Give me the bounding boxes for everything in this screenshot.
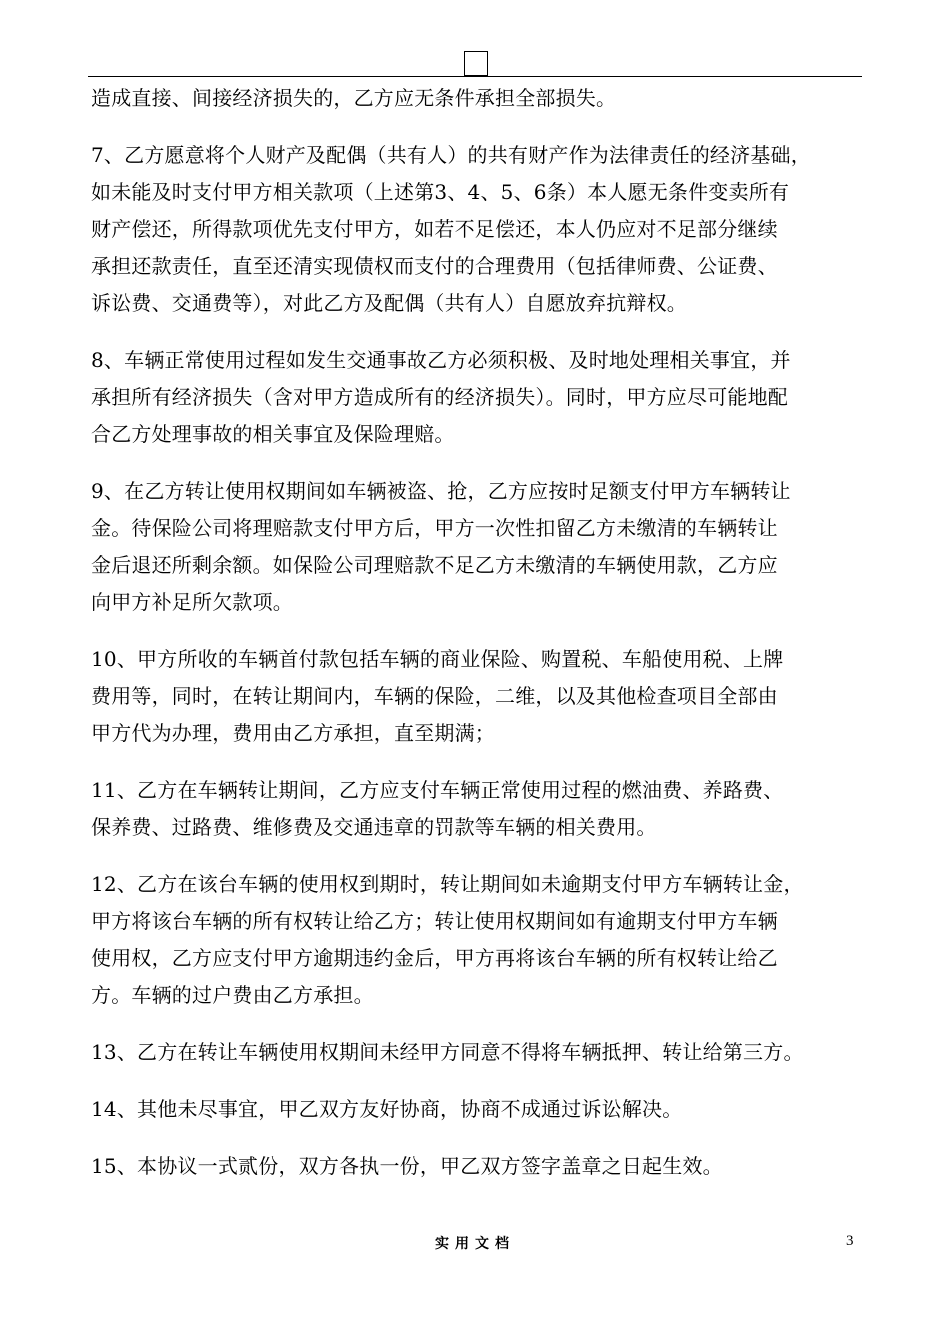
paragraph-continuation: 造成直接、间接经济损失的，乙方应无条件承担全部损失。: [91, 86, 617, 110]
page-number: 3: [846, 1233, 854, 1249]
paragraph-clause-8: 8、车辆正常使用过程如发生交通事故乙方必须积极、及时地处理相关事宜，并 承担所有经济损失（含对甲方造成所有的经济损失）。同时，甲方应尽可能地配 合乙方处理事故的相关事宜及保险理赔。: [91, 348, 791, 446]
paragraph-clause-13: 13、乙方在转让车辆使用权期间未经甲方同意不得将车辆抵押、转让给第三方。: [91, 1040, 804, 1064]
document-body: [91, 80, 866, 1185]
paragraph-clause-10: 10、甲方所收的车辆首付款包括车辆的商业保险、购置税、车船使用税、上牌 费用等，同时，在转让期间内，车辆的保险，二维，以及其他检查项目全部由 甲方代为办理，费用由乙方承担，直至期满；: [91, 647, 784, 745]
paragraph-clause-7: 7、乙方愿意将个人财产及配偶（共有人）的共有财产作为法律责任的经济基础， 如未能及时支付甲方相关款项（上述第3、4、5、6条）本人愿无条件变卖所有 财产偿还，所得款项优先支付甲方，如若不足偿还，本人仍应对不足部分继续 承担还款责任，直至还清实现债权而支付的合理费用（包括律师费、公证费、 诉讼费、交通费等），对此乙方及配偶（共有人）自愿放弃抗辩权。: [91, 143, 811, 315]
paragraph-clause-9: 9、在乙方转让使用权期间如车辆被盗、抢，乙方应按时足额支付甲方车辆转让 金。待保险公司将理赔款支付甲方后，甲方一次性扣留乙方未缴清的车辆转让 金后退还所剩余额。如保险公司理赔款不足乙方未缴清的车辆使用款，乙方应 向甲方补足所欠款项。: [91, 479, 791, 614]
paragraph-clause-12: 12、乙方在该台车辆的使用权到期时，转让期间如未逾期支付甲方车辆转让金， 甲方将该台车辆的所有权转让给乙方；转让使用权期间如有逾期支付甲方车辆 使用权，乙方应支付甲方逾期违约金后，甲方再将该台车辆的所有权转让给乙 方。车辆的过户费由乙方承担。: [91, 872, 804, 1007]
header-box: [464, 51, 488, 76]
header-rule: [88, 76, 862, 77]
footer-label: 实用文档: [435, 1236, 515, 1252]
paragraph-clause-11: 11、乙方在车辆转让期间，乙方应支付车辆正常使用过程的燃油费、养路费、 保养费、过路费、维修费及交通违章的罚款等车辆的相关费用。: [91, 778, 784, 839]
paragraph-clause-15: 15、本协议一式贰份，双方各执一份，甲乙双方签字盖章之日起生效。: [91, 1154, 723, 1178]
paragraph-clause-14: 14、其他未尽事宜，甲乙双方友好协商，协商不成通过诉讼解决。: [91, 1097, 683, 1121]
